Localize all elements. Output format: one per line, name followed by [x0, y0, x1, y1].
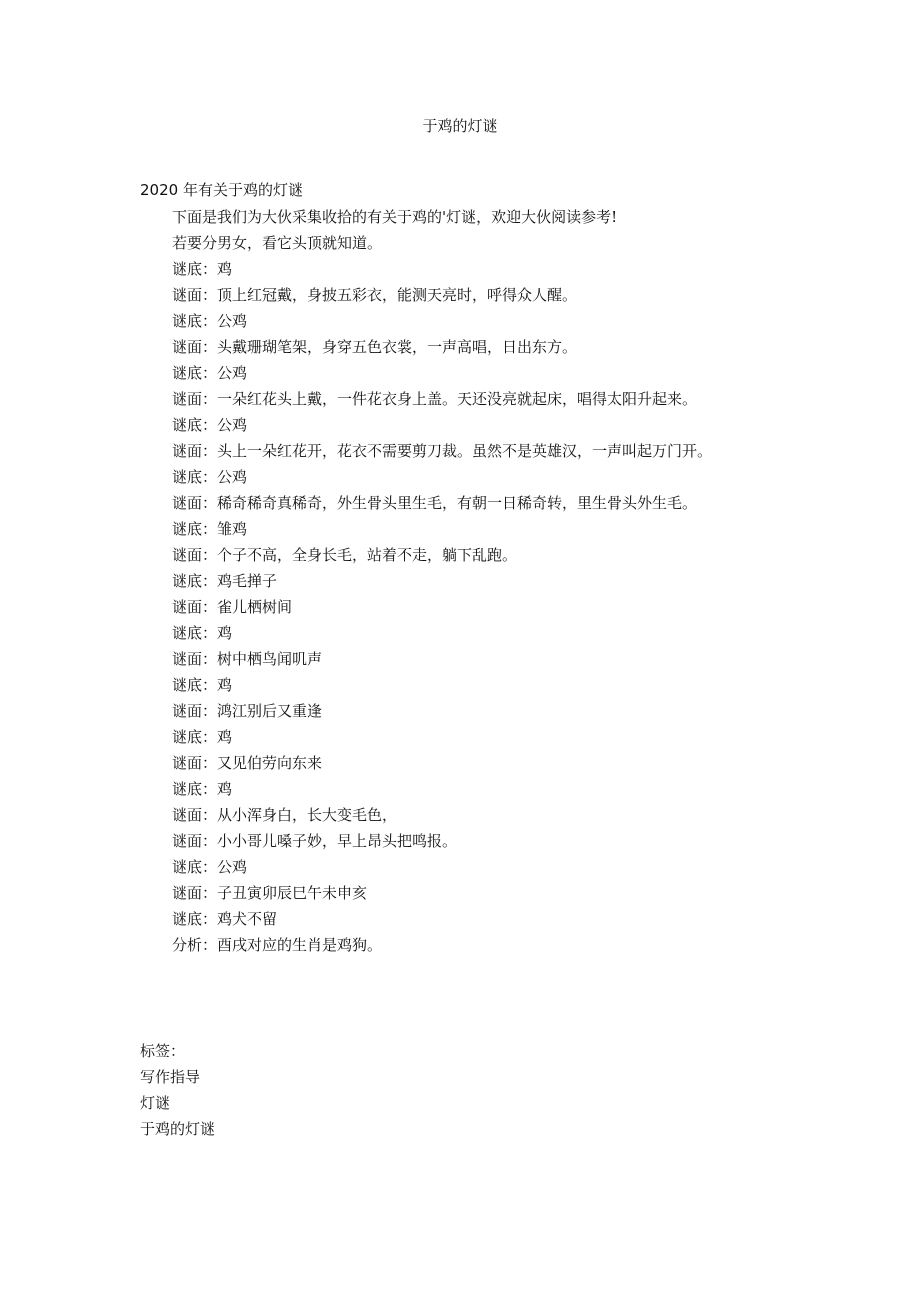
body-line: 分析：酉戌对应的生肖是鸡狗。 [172, 936, 383, 954]
body-line: 谜面：鸿江别后又重逢 [172, 702, 323, 720]
body-line: 谜底：鸡 [172, 728, 233, 746]
body-line: 谜底：鸡 [172, 624, 233, 642]
body-line: 谜底：雏鸡 [172, 520, 248, 538]
body-line: 谜面：从小浑身白，长大变毛色， [172, 806, 398, 824]
tag-link[interactable]: 写作指导 [140, 1068, 201, 1086]
body-line: 谜面：一朵红花头上戴，一件花衣身上盖。天还没亮就起床，唱得太阳升起来。 [172, 390, 698, 408]
body-line: 谜底：鸡毛掸子 [172, 572, 278, 590]
body-line: 谜面：稀奇稀奇真稀奇，外生骨头里生毛，有朝一日稀奇转，里生骨头外生毛。 [172, 494, 698, 512]
article-body [172, 204, 792, 958]
body-line: 谜底：鸡 [172, 780, 233, 798]
article-heading: 2020 年有关于鸡的灯谜 [140, 181, 303, 199]
body-line: 谜底：公鸡 [172, 364, 248, 382]
page-title: 于鸡的灯谜 [422, 117, 498, 135]
body-line: 谜面：雀儿栖树间 [172, 598, 293, 616]
tags-label: 标签： [140, 1042, 186, 1060]
body-line: 谜面：个子不高，全身长毛，站着不走，躺下乱跑。 [172, 546, 518, 564]
body-line: 谜面：树中栖鸟闻叽声 [172, 650, 323, 668]
body-line: 谜底：鸡犬不留 [172, 910, 278, 928]
body-line: 若要分男女，看它头顶就知道。 [172, 234, 383, 252]
body-line: 下面是我们为大伙采集收拾的有关于鸡的'灯谜，欢迎大伙阅读参考! [172, 208, 618, 226]
body-line: 谜底：公鸡 [172, 468, 248, 486]
body-line: 谜面：头戴珊瑚笔架，身穿五色衣裳，一声高唱，日出东方。 [172, 338, 578, 356]
body-line: 谜面：子丑寅卯辰巳午未申亥 [172, 884, 368, 902]
body-line: 谜面：小小哥儿嗓子妙，早上昂头把鸣报。 [172, 832, 458, 850]
tag-link[interactable]: 灯谜 [140, 1094, 171, 1112]
tag-link[interactable]: 于鸡的灯谜 [140, 1120, 216, 1138]
body-line: 谜面：顶上红冠戴，身披五彩衣，能测天亮时，呼得众人醒。 [172, 286, 578, 304]
body-line: 谜底：公鸡 [172, 858, 248, 876]
body-line: 谜面：又见伯劳向东来 [172, 754, 323, 772]
body-line: 谜底：公鸡 [172, 416, 248, 434]
tags-section [140, 1038, 215, 1142]
body-line: 谜底：鸡 [172, 260, 233, 278]
body-line: 谜面：头上一朵红花开，花衣不需要剪刀裁。虽然不是英雄汉，一声叫起万门开。 [172, 442, 713, 460]
body-line: 谜底：公鸡 [172, 312, 248, 330]
body-line: 谜底：鸡 [172, 676, 233, 694]
